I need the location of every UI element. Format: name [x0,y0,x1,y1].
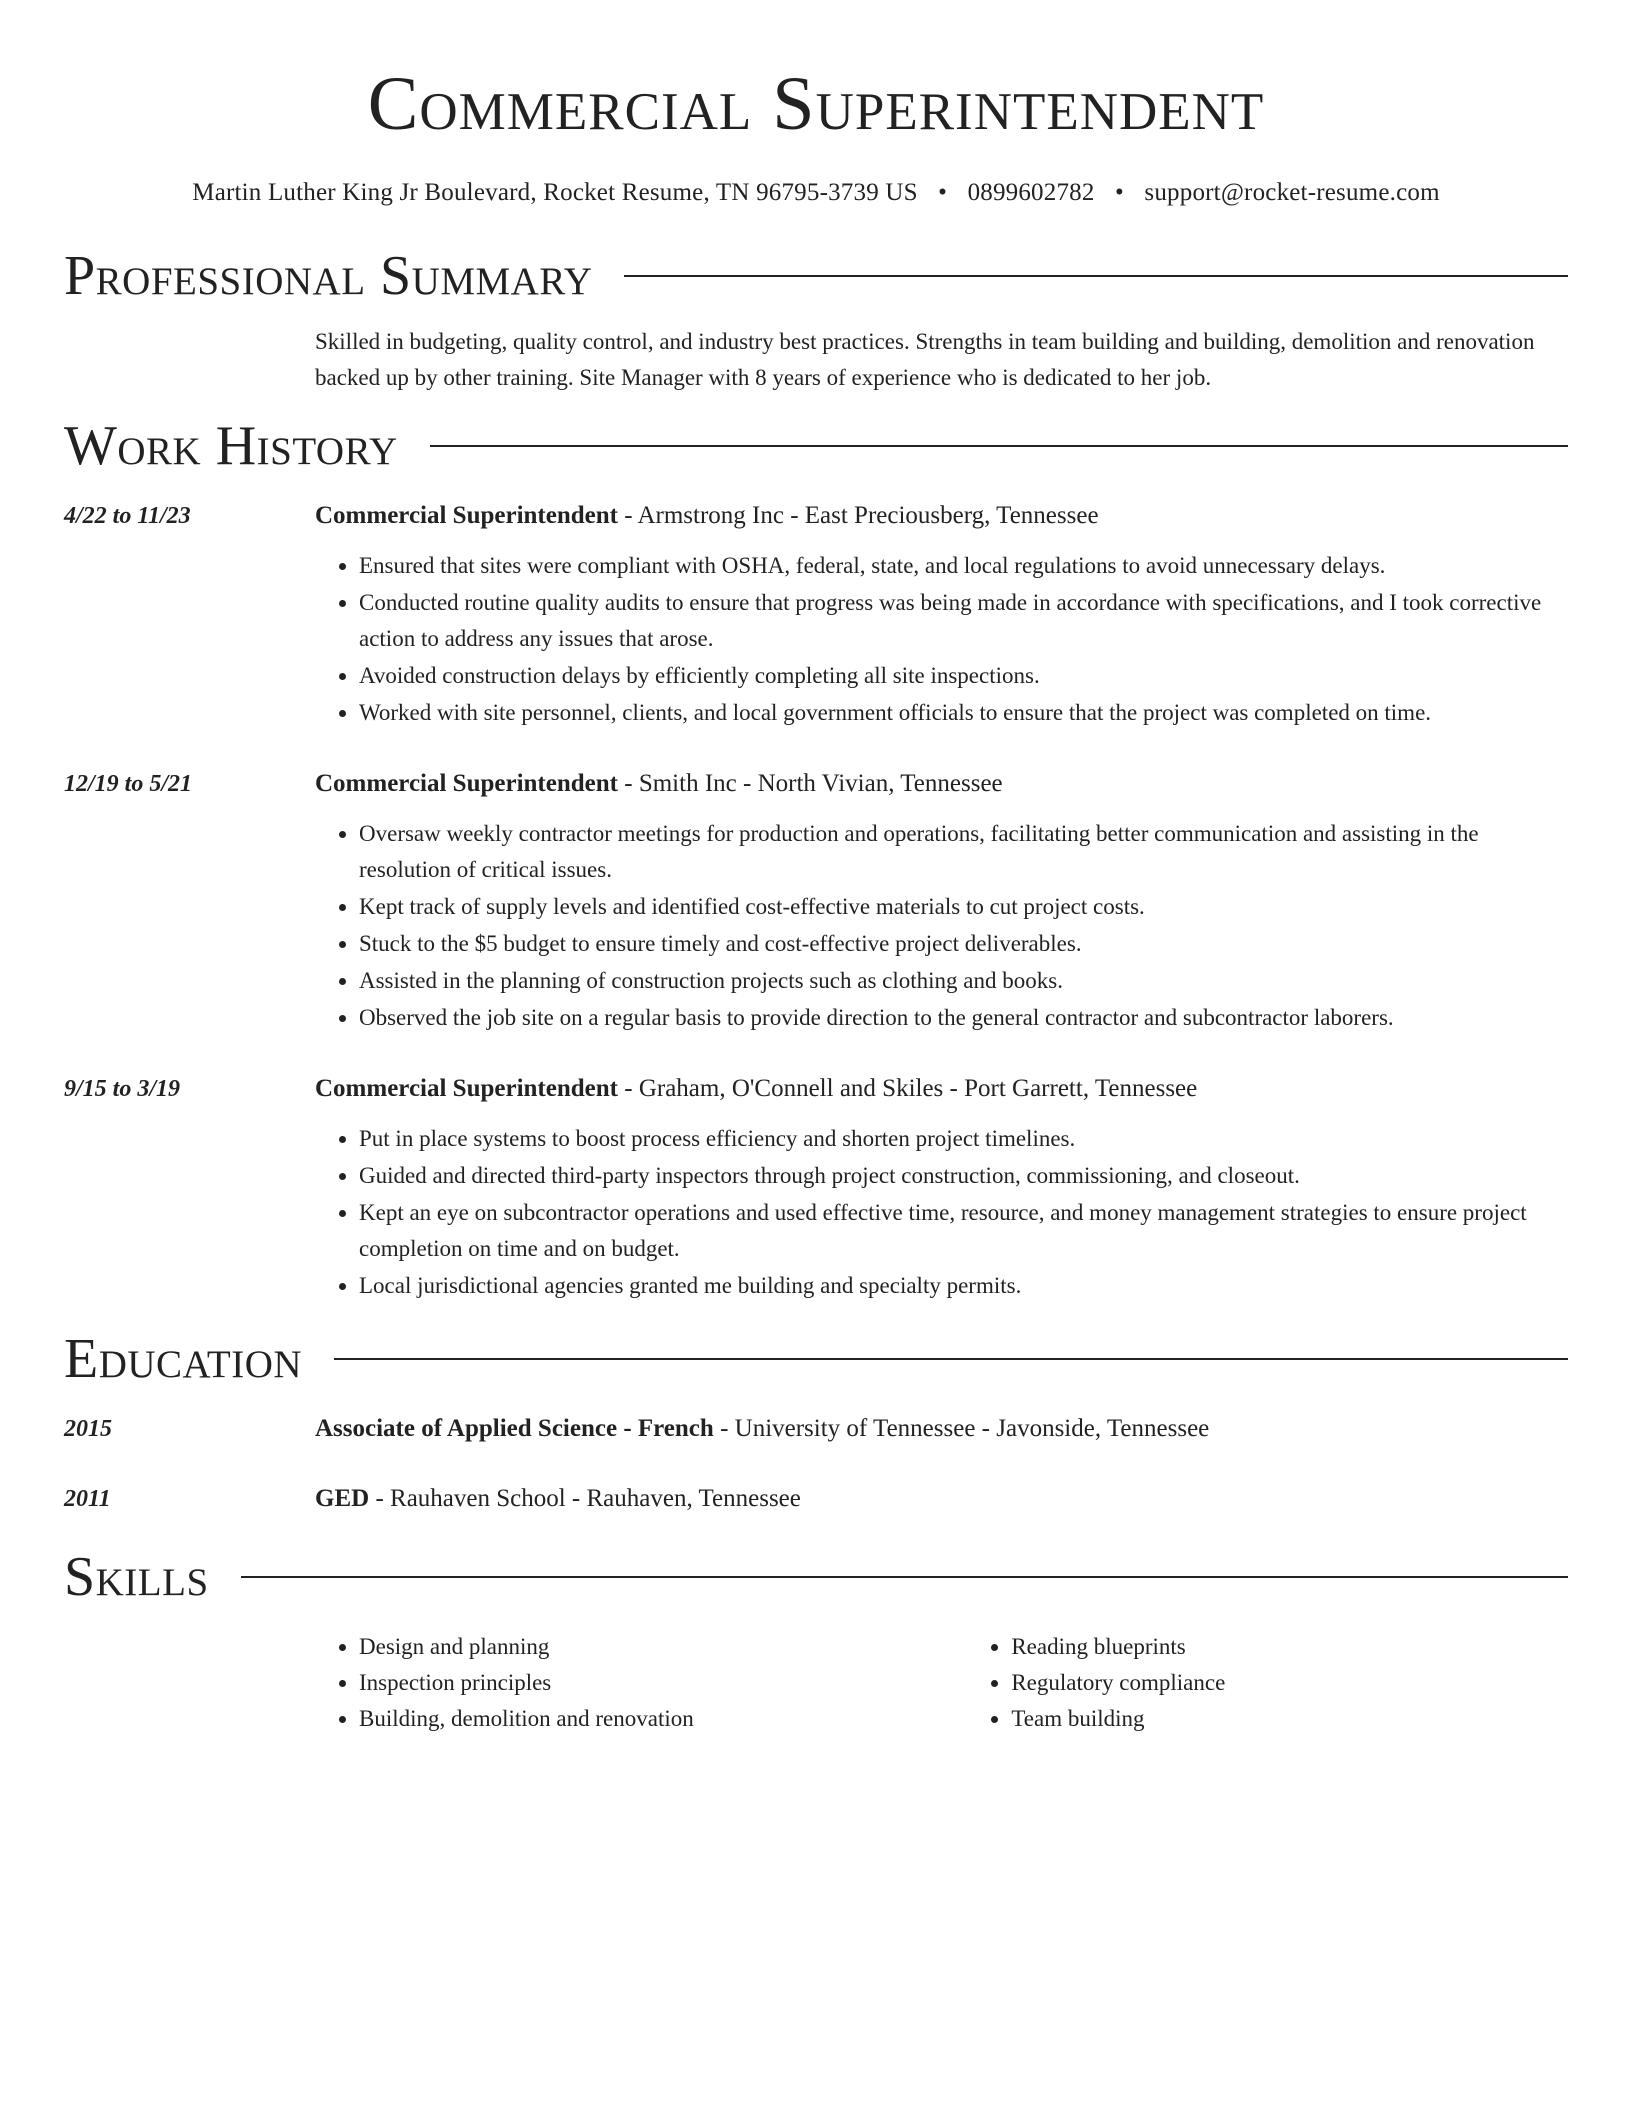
skills-columns [315,1629,1568,1737]
work-section-header [64,416,1568,476]
resume-name: Commercial Superintendent [367,62,1265,146]
job-dates: 4/22 to 11/23 [64,503,191,529]
education-list [64,1411,1568,1517]
skills-list-right [967,1629,1568,1737]
job-bullet: • Kept an eye on subcontractor operations and used effective time, resource, and money management strategies to ensure project completion on time and on budget. [359,1195,1568,1267]
job-body [315,766,1568,1037]
summary-text: Skilled in budgeting, quality control, and industry best practices. Strengths in team building and building, demolition and renovation backed up by other training. Site Manager with 8 years of experience who is dedicated to her job. [315,329,1535,390]
job-title-line [315,766,1568,802]
job-bullet: • Conducted routine quality audits to ensure that progress was being made in accordance with specifications, and I took corrective action to address any issues that arose. [359,585,1568,657]
education-degree: Associate of Applied Science - French [315,1415,714,1442]
work-heading: Work History [64,415,398,477]
education-section-header [64,1329,1568,1389]
job-title: Commercial Superintendent [315,502,618,529]
job-bullets [315,1121,1568,1304]
job-title-line [315,1071,1568,1107]
job-title-line [315,498,1568,534]
education-degree: GED [315,1485,370,1512]
job-bullet: • Kept track of supply levels and identified cost-effective materials to cut project costs. [359,889,1568,925]
job-dates: 9/15 to 3/19 [64,1076,181,1102]
skill-item: • Team building [1011,1701,1568,1737]
job-body [315,498,1568,732]
education-year: 2015 [64,1416,112,1442]
skill-item: • Building, demolition and renovation [359,1701,967,1737]
contact-separator: • [1115,179,1124,206]
skill-item: • Reading blueprints [1011,1629,1568,1665]
job-bullet: • Avoided construction delays by efficiently completing all site inspections. [359,658,1568,694]
job-bullets [315,816,1568,1036]
skills-heading: Skills [64,1546,209,1608]
education-school: - University of Tennessee - Javonside, Tennessee [713,1415,1210,1442]
job-dates: 12/19 to 5/21 [64,771,193,797]
contact-address: Martin Luther King Jr Boulevard, Rocket Resume, TN 96795-3739 US [192,179,918,206]
work-history-list [64,498,1568,1305]
job-bullet: • Worked with site personnel, clients, and local government officials to ensure that the project was completed on time. [359,695,1568,731]
job-entry [64,1071,1568,1305]
section-divider [241,1576,1568,1578]
job-bullets [315,548,1568,731]
education-heading: Education [64,1328,303,1390]
education-year: 2011 [64,1486,111,1512]
section-divider [334,1358,1568,1360]
job-bullet: • Put in place systems to boost process efficiency and shorten project timelines. [359,1121,1568,1157]
job-entry [64,498,1568,732]
job-bullet: • Observed the job site on a regular basis to provide direction to the general contractor and subcontractor laborers. [359,1000,1568,1036]
skill-item: • Inspection principles [359,1665,967,1701]
job-bullet: • Guided and directed third-party inspectors through project construction, commissioning, and closeout. [359,1158,1568,1194]
job-title: Commercial Superintendent [315,770,618,797]
education-school: - Rauhaven School - Rauhaven, Tennessee [369,1485,801,1512]
summary-section-header [64,246,1568,306]
contact-separator: • [938,179,948,206]
job-bullet: • Ensured that sites were compliant with OSHA, federal, state, and local regulations to avoid unnecessary delays. [359,548,1568,584]
skills-section-header [64,1547,1568,1607]
contact-email: support@rocket-resume.com [1144,179,1440,206]
education-entry [64,1481,1568,1517]
job-title: Commercial Superintendent [315,1075,618,1102]
job-bullet: • Oversaw weekly contractor meetings for production and operations, facilitating better communication and assisting in the resolution of critical issues. [359,816,1568,888]
job-employer-location: - Graham, O'Connell and Skiles - Port Garrett, Tennessee [618,1075,1198,1102]
contact-phone: 0899602782 [967,179,1095,206]
job-bullet: • Stuck to the $5 budget to ensure timely and cost-effective project deliverables. [359,926,1568,962]
section-divider [624,275,1568,277]
job-bullet: • Local jurisdictional agencies granted me building and specialty permits. [359,1268,1568,1304]
skill-item: • Regulatory compliance [1011,1665,1568,1701]
job-employer-location: - Smith Inc - North Vivian, Tennessee [618,770,1003,797]
education-entry [64,1411,1568,1447]
job-entry [64,766,1568,1037]
section-divider [430,445,1568,447]
resume-page [64,0,1568,1737]
summary-heading: Professional Summary [64,245,593,307]
education-body [315,1411,1568,1447]
job-body [315,1071,1568,1305]
skill-item: • Design and planning [359,1629,967,1665]
education-body [315,1481,1568,1517]
job-employer-location: - Armstrong Inc - East Preciousberg, Tennessee [618,502,1099,529]
job-bullet: • Assisted in the planning of construction projects such as clothing and books. [359,963,1568,999]
skills-list-left [315,1629,967,1737]
contact-line [64,178,1568,208]
